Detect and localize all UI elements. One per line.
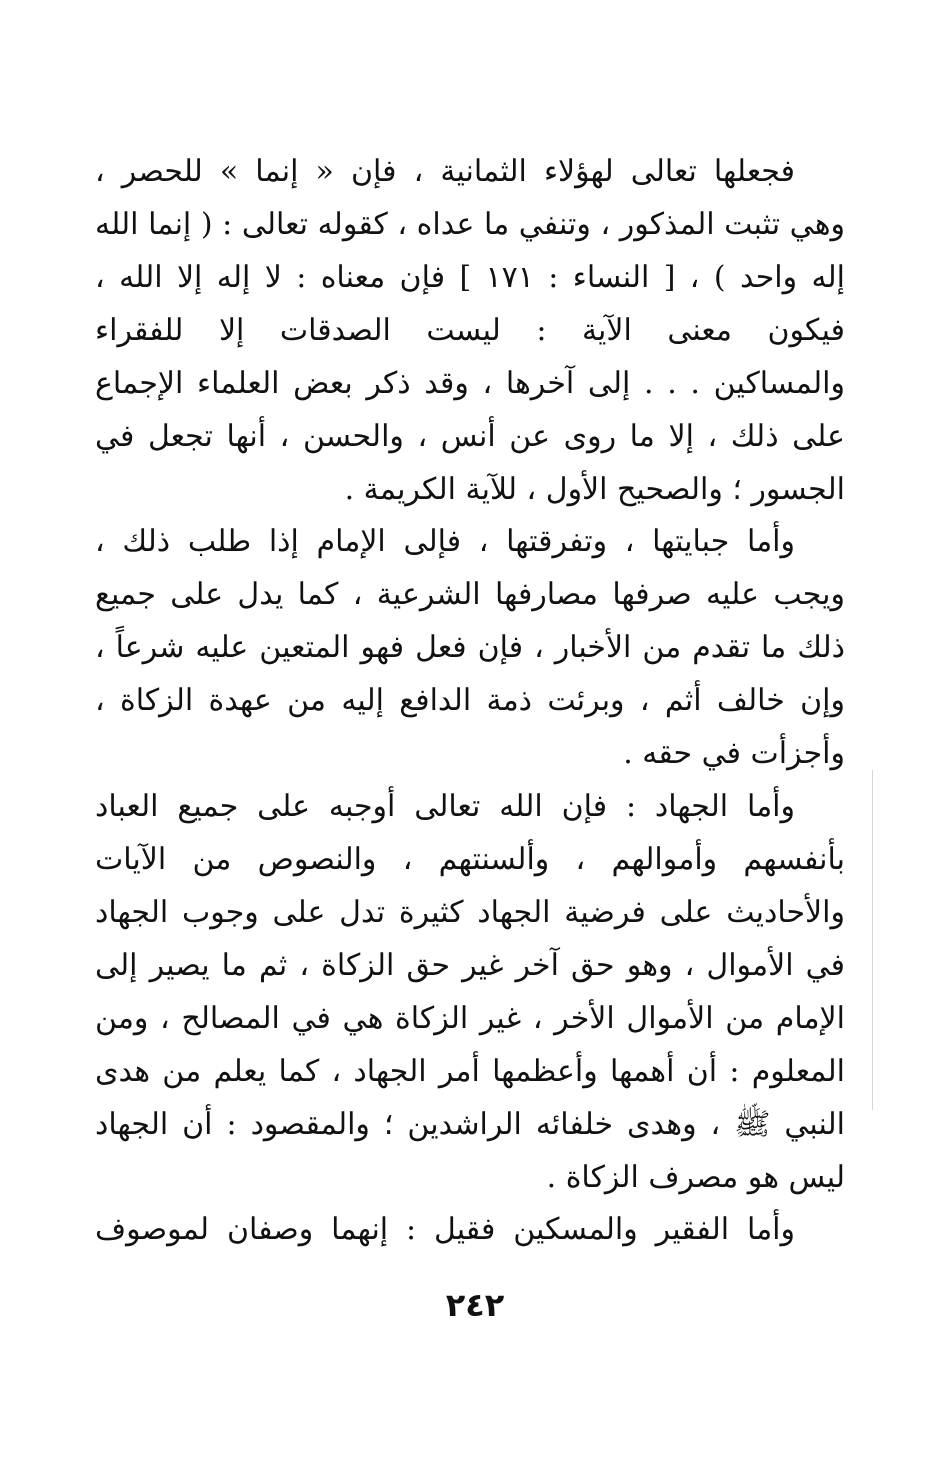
- text-line: على ذلك ، إلا ما روى عن أنس ، والحسن ، أنها تجعل في: [95, 419, 845, 454]
- text-line: وإن خالف أثم ، وبرئت ذمة الدافع إليه من عهدة الزكاة ،: [95, 683, 845, 718]
- paragraph-3: [95, 780, 845, 1204]
- text-line: والمساكين . . . إلى آخرها ، وقد ذكر بعض العلماء الإجماع: [95, 366, 845, 401]
- text-line: ويجب عليه صرفها مصارفها الشرعية ، كما يدل على جميع: [95, 577, 845, 612]
- text-line: وأما جبايتها ، وتفرقتها ، فإلى الإمام إذا طلب ذلك ،: [95, 524, 795, 559]
- text-line: إله واحد ) ، [ النساء : ١٧١ ] فإن معناه : لا إله إلا الله ،: [95, 260, 845, 295]
- text-line: ليس هو مصرف الزكاة .: [546, 1160, 845, 1195]
- text-line: ذلك ما تقدم من الأخبار ، فإن فعل فهو المتعين عليه شرعاً ،: [95, 630, 845, 665]
- paragraph-2: [95, 515, 845, 780]
- text-line: الإمام من الأموال الأخر ، غير الزكاة هي في المصالح ، ومن: [95, 1001, 845, 1036]
- text-line: وهي تثبت المذكور ، وتنفي ما عداه ، كقوله تعالى : ( إنما الله: [95, 207, 845, 242]
- text-line: وأجزأت في حقه .: [623, 736, 845, 771]
- text-line: المعلوم : أن أهمها وأعظمها أمر الجهاد ، كما يعلم من هدى: [95, 1054, 845, 1089]
- paragraph-1: [95, 145, 845, 516]
- text-line: الجسور ؛ والصحيح الأول ، للآية الكريمة .: [344, 472, 845, 507]
- text-line: وأما الفقير والمسكين فقيل : إنهما وصفان لموصوف: [95, 1212, 795, 1247]
- text-line: بأنفسهم وأموالهم ، وألسنتهم ، والنصوص من الآيات: [95, 842, 845, 877]
- text-line: فيكون معنى الآية : ليست الصدقات إلا للفقراء: [95, 313, 845, 348]
- text-line: والأحاديث على فرضية الجهاد كثيرة تدل على وجوب الجهاد: [95, 895, 845, 930]
- scan-margin-line: [872, 770, 873, 1110]
- text-line: وأما الجهاد : فإن الله تعالى أوجبه على جميع العباد: [95, 789, 795, 824]
- paragraph-4: [95, 1203, 845, 1256]
- text-line: فجعلها تعالى لهؤلاء الثمانية ، فإن « إنما » للحصر ،: [95, 154, 795, 189]
- text-line: النبي ﷺ ، وهدى خلفائه الراشدين ؛ والمقصود : أن الجهاد: [95, 1107, 845, 1142]
- page-number: ٢٤٢: [445, 1286, 505, 1324]
- text-line: في الأموال ، وهو حق آخر غير حق الزكاة ، ثم ما يصير إلى: [95, 948, 845, 983]
